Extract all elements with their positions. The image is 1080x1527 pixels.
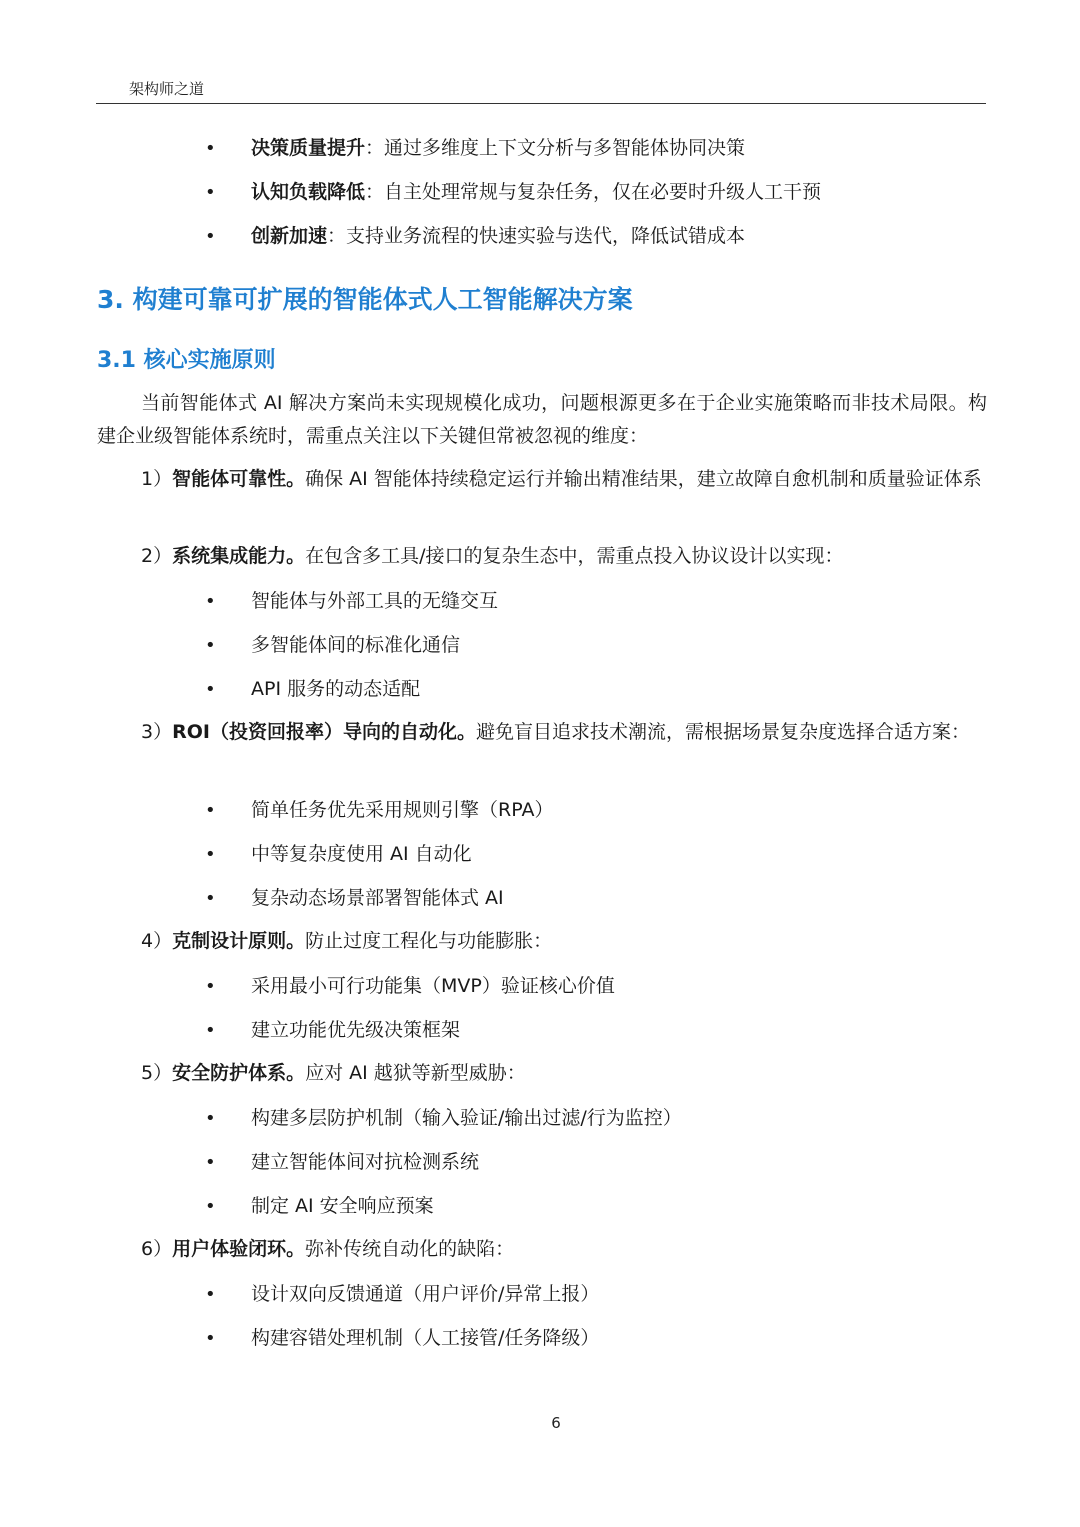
header-divider xyxy=(96,103,986,104)
principle-title: 系统集成能力。 xyxy=(172,545,306,567)
bullet-dot: • xyxy=(205,1152,216,1173)
principle-text: 弥补传统自动化的缺陷： xyxy=(305,1238,515,1260)
list-item: 设计双向反馈通道（用户评价/异常上报） xyxy=(251,1283,600,1305)
bullet-dot: • xyxy=(205,635,216,656)
principle-title: ROI（投资回报率）导向的自动化。 xyxy=(172,721,476,743)
bullet-dot: • xyxy=(205,1284,216,1305)
bullet-dot: • xyxy=(205,1108,216,1129)
bullet-bold-label: 认知负载降低 xyxy=(251,181,366,203)
bullet-dot: • xyxy=(205,182,216,203)
principle-title: 安全防护体系。 xyxy=(172,1062,306,1084)
list-item: 中等复杂度使用 AI 自动化 xyxy=(251,843,472,865)
principle-3 xyxy=(97,716,987,749)
list-item: 构建多层防护机制（输入验证/输出过滤/行为监控） xyxy=(251,1107,682,1129)
bullet-dot: • xyxy=(205,591,216,612)
bullet-dot: • xyxy=(205,1328,216,1349)
principle-4 xyxy=(97,925,987,958)
principle-text: 在包含多工具/接口的复杂生态中，需重点投入协议设计以实现： xyxy=(305,545,844,567)
list-item: 复杂动态场景部署智能体式 AI xyxy=(251,887,504,909)
list-item: 多智能体间的标准化通信 xyxy=(251,634,461,656)
bullet-dot: • xyxy=(205,888,216,909)
subsection-heading: 3.1 核心实施原则 xyxy=(97,348,276,373)
principle-text: 防止过度工程化与功能膨胀： xyxy=(305,930,553,952)
principle-title: 智能体可靠性。 xyxy=(172,468,306,490)
list-item: 采用最小可行功能集（MVP）验证核心价值 xyxy=(251,975,615,997)
bullet-dot: • xyxy=(205,844,216,865)
bullet-text: ：通过多维度上下文分析与多智能体协同决策 xyxy=(365,137,746,159)
list-item: 制定 AI 安全响应预案 xyxy=(251,1195,434,1217)
bullet-dot: • xyxy=(205,1196,216,1217)
principle-number: 6） xyxy=(141,1238,173,1260)
bullet-bold-label: 创新加速 xyxy=(251,225,328,247)
section-heading: 3. 构建可靠可扩展的智能体式人工智能解决方案 xyxy=(97,285,633,314)
page-number: 6 xyxy=(551,1414,561,1432)
bullet-dot: • xyxy=(205,138,216,159)
principle-number: 3） xyxy=(141,721,173,743)
bullet-dot: • xyxy=(205,679,216,700)
bullet-dot: • xyxy=(205,976,216,997)
principle-5 xyxy=(97,1057,987,1090)
principle-text: 确保 AI 智能体持续稳定运行并输出精准结果，建立故障自愈机制和质量验证体系 xyxy=(305,468,982,490)
principle-1 xyxy=(97,463,987,496)
list-item: 智能体与外部工具的无缝交互 xyxy=(251,590,499,612)
bullet-dot: • xyxy=(205,1020,216,1041)
principle-title: 用户体验闭环。 xyxy=(172,1238,306,1260)
principle-number: 2） xyxy=(141,545,173,567)
principle-text: 避免盲目追求技术潮流，需根据场景复杂度选择合适方案： xyxy=(475,721,970,743)
intro-bullet-cognitive xyxy=(251,180,821,204)
intro-paragraph: 当前智能体式 AI 解决方案尚未实现规模化成功，问题根源更多在于企业实施策略而非技术局限。构建企业级智能体系统时，需重点关注以下关键但常被忽视的维度： xyxy=(97,392,987,447)
bullet-bold-label: 决策质量提升 xyxy=(251,137,366,159)
list-item: 简单任务优先采用规则引擎（RPA） xyxy=(251,799,554,821)
principle-number: 5） xyxy=(141,1062,173,1084)
intro-bullet-innovation xyxy=(251,224,745,248)
bullet-text: ：支持业务流程的快速实验与迭代，降低试错成本 xyxy=(327,225,746,247)
principle-number: 4） xyxy=(141,930,173,952)
principle-text: 应对 AI 越狱等新型威胁： xyxy=(305,1062,526,1084)
bullet-dot: • xyxy=(205,800,216,821)
list-item: 建立功能优先级决策框架 xyxy=(251,1019,461,1041)
principle-title: 克制设计原则。 xyxy=(172,930,306,952)
list-item: 构建容错处理机制（人工接管/任务降级） xyxy=(251,1327,600,1349)
header-title: 架构师之道 xyxy=(129,80,205,98)
list-item: 建立智能体间对抗检测系统 xyxy=(251,1151,480,1173)
principle-6 xyxy=(97,1233,987,1266)
list-item: API 服务的动态适配 xyxy=(251,678,421,700)
bullet-dot: • xyxy=(205,226,216,247)
principle-2 xyxy=(97,540,987,573)
bullet-text: ：自主处理常规与复杂任务，仅在必要时升级人工干预 xyxy=(365,181,822,203)
principle-number: 1） xyxy=(141,468,173,490)
intro-bullet-quality xyxy=(251,136,745,160)
